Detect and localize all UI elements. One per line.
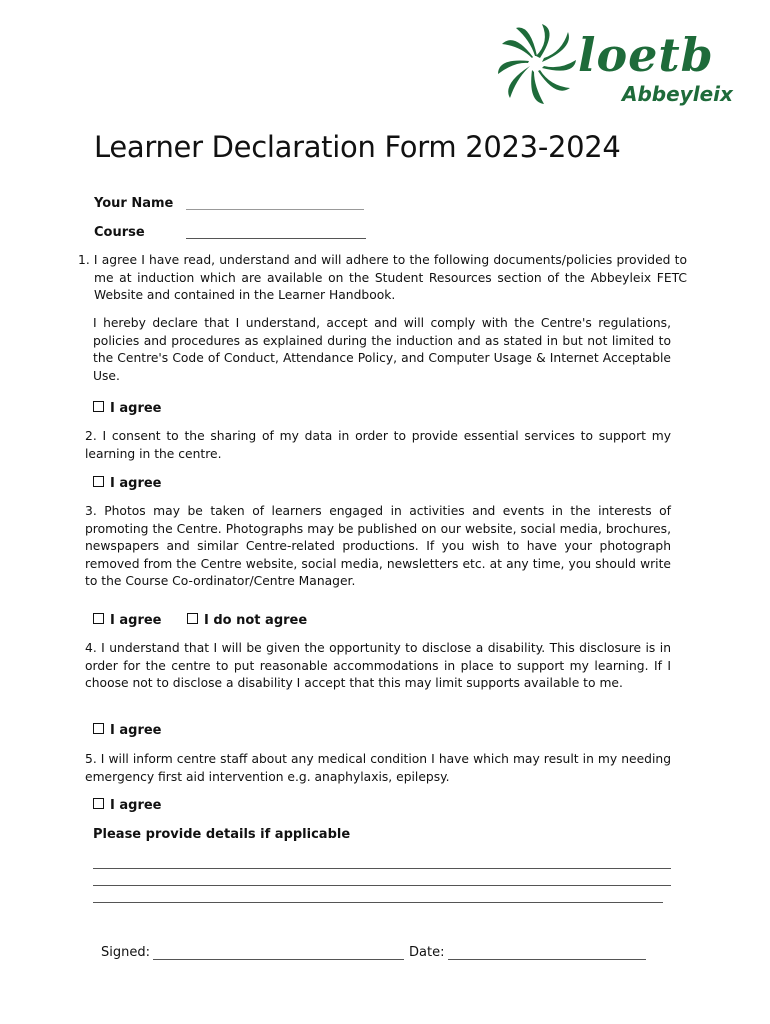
checkbox-icon	[93, 613, 104, 624]
checkbox-3-agree-label: I agree	[110, 613, 162, 628]
signature-field[interactable]	[153, 959, 404, 960]
section-2-text: 2. I consent to the sharing of my data in order to provide essential services to support my learning in the centre.	[85, 429, 671, 461]
checkbox-4-label: I agree	[110, 723, 162, 738]
checkbox-5-agree[interactable]	[93, 798, 162, 813]
checkbox-2-agree[interactable]	[93, 476, 162, 491]
checkbox-icon	[93, 476, 104, 487]
checkbox-1-label: I agree	[110, 401, 162, 416]
checkbox-4-agree[interactable]	[93, 723, 162, 738]
checkbox-1-agree[interactable]	[93, 401, 162, 416]
details-line-2[interactable]	[93, 885, 671, 886]
swirl-logo-icon	[498, 22, 578, 108]
section-1-text: 1. I agree I have read, understand and will adhere to the following documents/policies provided to me at induction which are available on the Student Resources section of the Abbeyleix FETC Website and contained in the Learner Handbook.	[78, 253, 687, 303]
course-field[interactable]	[186, 238, 366, 239]
checkbox-3-disagree[interactable]	[187, 613, 307, 628]
section-5-text: 5. I will inform centre staff about any medical condition I have which may result in my needing emergency first aid intervention e.g. anaphylaxis, epilepsy.	[85, 752, 671, 784]
course-label: Course	[94, 225, 145, 240]
details-line-1[interactable]	[93, 868, 671, 869]
name-label: Your Name	[94, 196, 174, 211]
checkbox-3-disagree-label: I do not agree	[204, 613, 308, 628]
section-1-text-2: I hereby declare that I understand, accept and will comply with the Centre's regulations, policies and procedures as explained during the induction and as stated in but not limited to the Centre's Code of Conduct, Attendance Policy, and Computer Usage & Internet Acceptable Use.	[93, 316, 671, 383]
logo-sub: Abbeyleix	[622, 82, 733, 106]
logo-name: loetb	[578, 28, 714, 82]
date-field[interactable]	[448, 959, 646, 960]
checkbox-icon	[93, 723, 104, 734]
checkbox-icon	[187, 613, 198, 624]
section-4-text: 4. I understand that I will be given the opportunity to disclose a disability. This disclosure is in order for the centre to put reasonable accommodations in place to support my learning. If I choose not to disclose a disability I accept that this may limit supports available to me.	[85, 641, 671, 691]
date-label: Date:	[409, 945, 445, 960]
details-line-3[interactable]	[93, 902, 663, 903]
name-field[interactable]	[186, 209, 364, 210]
checkbox-2-label: I agree	[110, 476, 162, 491]
details-label: Please provide details if applicable	[93, 827, 351, 842]
signed-label: Signed:	[101, 945, 150, 960]
checkbox-5-label: I agree	[110, 798, 162, 813]
section-3-text: 3. Photos may be taken of learners engaged in activities and events in the interests of promoting the Centre. Photographs may be published on our website, social media, brochures, newspapers and similar Centre-related productions. If you wish to have your photograph removed from the Centre website, social media, newsletters etc. at any time, you should write to the Course Co-ordinator/Centre Manager.	[85, 504, 671, 589]
checkbox-icon	[93, 798, 104, 809]
page-title: Learner Declaration Form 2023-2024	[94, 130, 621, 164]
checkbox-3-agree[interactable]	[93, 613, 162, 628]
logo	[498, 22, 738, 112]
checkbox-icon	[93, 401, 104, 412]
